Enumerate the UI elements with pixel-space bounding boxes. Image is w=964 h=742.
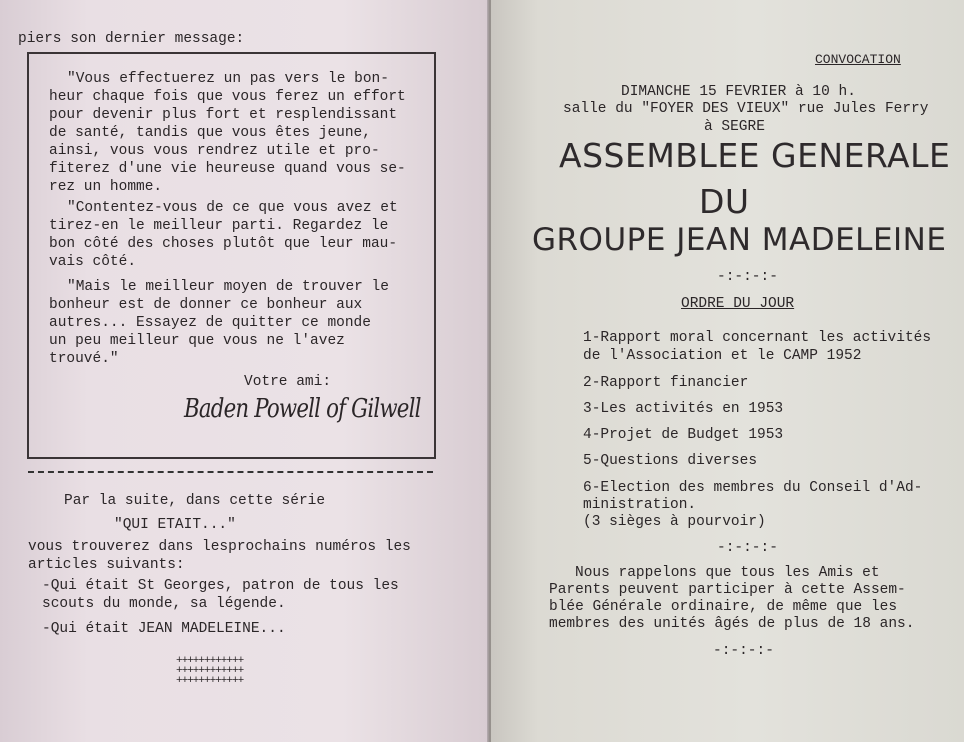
reminder-line: Parents peuvent participer à cette Assem- bbox=[549, 582, 906, 598]
article-line: scouts du monde, sa légende. bbox=[42, 596, 286, 612]
article-line: -Qui était St Georges, patron de tous les bbox=[42, 578, 399, 594]
quote-line: pour devenir plus fort et resplendissant bbox=[49, 107, 398, 123]
quote-line: un peu meilleur que vous ne l'avez bbox=[49, 333, 345, 349]
quote-line: bon côté des choses plutôt que leur mau- bbox=[49, 236, 398, 252]
agenda-item: 6-Election des membres du Conseil d'Ad- bbox=[583, 480, 923, 496]
date-line: DIMANCHE 15 FEVRIER à 10 h. bbox=[621, 84, 856, 100]
divider bbox=[28, 471, 433, 473]
agenda-item: 2-Rapport financier bbox=[583, 375, 749, 391]
quote-line: vais côté. bbox=[49, 254, 137, 270]
ornament-row: ++++++++++++ bbox=[176, 665, 244, 677]
quote-line: trouvé." bbox=[49, 351, 119, 367]
separator: -:-:-:- bbox=[717, 540, 778, 556]
agenda-heading: ORDRE DU JOUR bbox=[681, 296, 795, 312]
separator: -:-:-:- bbox=[713, 643, 774, 659]
quote-line: "Contentez-vous de ce que vous avez et bbox=[67, 200, 398, 216]
agenda-item: 1-Rapport moral concernant les activités bbox=[583, 330, 932, 346]
quote-line: autres... Essayez de quitter ce monde bbox=[49, 315, 371, 331]
title-line: DU bbox=[699, 182, 750, 221]
quote-line: rez un homme. bbox=[49, 179, 163, 195]
reminder-line: membres des unités âgés de plus de 18 ans. bbox=[549, 616, 915, 632]
quote-line: bonheur est de donner ce bonheur aux bbox=[49, 297, 363, 313]
message-header: piers son dernier message: bbox=[18, 31, 245, 47]
quote-line: heur chaque fois que vous ferez un effort bbox=[49, 89, 406, 105]
agenda-item: 5-Questions diverses bbox=[583, 453, 758, 469]
series-title: "QUI ETAIT..." bbox=[114, 517, 236, 533]
ornament bbox=[176, 656, 296, 686]
convocation-stamp: CONVOCATION bbox=[815, 52, 901, 67]
quote-line: "Vous effectuerez un pas vers le bon- bbox=[67, 71, 389, 87]
venue-line: salle du "FOYER DES VIEUX" rue Jules Ferry bbox=[563, 101, 929, 117]
city-line: à SEGRE bbox=[704, 119, 765, 135]
reminder-line: blée Générale ordinaire, de même que les bbox=[549, 599, 898, 615]
agenda-item: 3-Les activités en 1953 bbox=[583, 401, 784, 417]
agenda-item: (3 sièges à pourvoir) bbox=[583, 514, 766, 530]
agenda-item: ministration. bbox=[583, 497, 697, 513]
series-intro: Par la suite, dans cette série bbox=[64, 493, 326, 509]
closing-text: Votre ami: bbox=[244, 374, 332, 390]
title-line: GROUPE JEAN MADELEINE bbox=[532, 222, 947, 258]
quote-line: tirez-en le meilleur parti. Regardez le bbox=[49, 218, 389, 234]
series-line: articles suivants: bbox=[28, 557, 185, 573]
ornament-row: ++++++++++++ bbox=[176, 655, 244, 667]
quote-line: fiterez d'une vie heureuse quand vous se- bbox=[49, 161, 406, 177]
article-line: -Qui était JEAN MADELEINE... bbox=[42, 621, 286, 637]
ornament-row: ++++++++++++ bbox=[176, 675, 244, 687]
reminder-line: Nous rappelons que tous les Amis et bbox=[575, 565, 880, 581]
title-line: ASSEMBLEE GENERALE bbox=[559, 136, 951, 175]
quote-line: ainsi, vous vous rendrez utile et pro- bbox=[49, 143, 380, 159]
series-line: vous trouverez dans lesprochains numéros les bbox=[28, 539, 411, 555]
agenda-item: 4-Projet de Budget 1953 bbox=[583, 427, 784, 443]
quote-line: "Mais le meilleur moyen de trouver le bbox=[67, 279, 389, 295]
right-page bbox=[491, 0, 964, 742]
separator: -:-:-:- bbox=[717, 269, 778, 285]
quote-line: de santé, tandis que vous êtes jeune, bbox=[49, 125, 371, 141]
signature: Baden Powell of Gilwell bbox=[184, 394, 421, 424]
agenda-item: de l'Association et le CAMP 1952 bbox=[583, 348, 862, 364]
